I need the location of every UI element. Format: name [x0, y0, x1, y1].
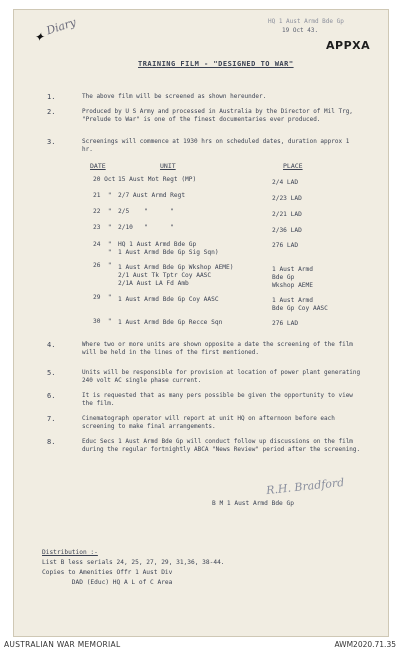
top-stamp-line-2: 19 Oct 43. [282, 27, 319, 34]
paragraph-text: Where two or more units are shown opposite a date the screening of the film will be held in the lines of the first mentioned. [82, 341, 353, 356]
paragraph-text: Educ Secs 1 Aust Armd Bde Gp will conduct follow up discussions on the film during the regular fortnightly ABCA "News Review" period after the screening. [82, 438, 361, 453]
distribution-line: DAD (Educ) HQ A L of C Area [42, 579, 173, 586]
schedule-place: 2/36 LAD [272, 227, 302, 234]
schedule-date: 29 " [93, 294, 112, 301]
paragraph-text: It is requested that as many pers possible be given the opportunity to view the film. [82, 392, 353, 407]
handwritten-signature: R.H. Bradford [265, 475, 345, 498]
footer-institution: AUSTRALIAN WAR MEMORIAL [4, 640, 121, 649]
paragraph-number: 4. [47, 341, 56, 349]
archive-footer [0, 637, 400, 653]
paragraph-text: Units will be responsible for provision at location of power plant generating 240 volt AC single phase current. [82, 369, 361, 384]
paragraph-text: Screenings will commence at 1930 hrs on scheduled dates, duration approx 1 hr. [82, 138, 350, 153]
paragraph-text: The above film will be screened as shown hereunder. [82, 93, 267, 100]
paragraph-number: 7. [47, 415, 56, 423]
schedule-unit: 1 Aust Armd Bde Gp Wkshop AEME) 2/1 Aust Tk Tptr Coy AASC 2/1A Aust LA Fd Amb [118, 264, 234, 287]
schedule-place: 1 Aust Armd Bde Gp Coy AASC [272, 297, 328, 312]
paragraph-number: 1. [47, 93, 56, 101]
schedule-unit: 2/7 Aust Armd Regt [118, 192, 186, 199]
schedule-unit: 1 Aust Armd Bde Gp Recce Sqn [118, 319, 223, 326]
top-stamp-line-1: HQ 1 Aust Armd Bde Gp [268, 18, 344, 25]
paragraph-number: 3. [47, 138, 56, 146]
paragraph-text: Produced by U S Army and processed in Australia by the Director of Mil Trg, "Prelude to War" is one of the finest documentaries ever produced. [82, 108, 353, 123]
distribution-line: List B less serials 24, 25, 27, 29, 31,36, 38-44. [42, 559, 225, 566]
distribution-line: Copies to Amenities Offr 1 Aust Div [42, 569, 173, 576]
paragraph-number: 6. [47, 392, 56, 400]
schedule-unit: 1 Aust Armd Bde Gp Coy AASC [118, 296, 219, 303]
paragraph-number: 5. [47, 369, 56, 377]
schedule-date: 20 Oct [93, 176, 116, 183]
schedule-date: 23 " [93, 224, 112, 231]
schedule-place: 2/23 LAD [272, 195, 302, 202]
schedule-unit: 2/5 " " [118, 208, 174, 215]
footer-accession-number: AWM2020.71.35 [334, 640, 396, 649]
paragraph-number: 2. [47, 108, 56, 116]
schedule-header-place: PLACE [283, 162, 303, 170]
distribution-heading: Distribution :- [42, 549, 98, 556]
schedule-date: 26 " [93, 262, 112, 269]
schedule-date: 22 " [93, 208, 112, 215]
schedule-unit: 2/10 " " [118, 224, 174, 231]
diary-annotation: Diary [44, 15, 78, 38]
margin-marker-icon: ✦ [34, 30, 45, 44]
appendix-label: APPXA [326, 39, 371, 52]
schedule-place: 276 LAD [272, 242, 299, 249]
paragraph-number: 8. [47, 438, 56, 446]
schedule-unit: 15 Aust Mot Regt (MP) [118, 176, 197, 183]
document-title: TRAINING FILM - "DESIGNED TO WAR" [138, 60, 294, 68]
schedule-header-unit: UNIT [160, 162, 176, 170]
schedule-date: 24 " " [93, 241, 112, 256]
signature-block: B M 1 Aust Armd Bde Gp [212, 500, 294, 507]
paragraph-text: Cinematograph operator will report at unit HQ on afternoon before each screening to make final arrangements. [82, 415, 335, 430]
schedule-place: 2/21 LAD [272, 211, 302, 218]
schedule-place: 1 Aust Armd Bde Gp Wkshop AEME [272, 266, 313, 289]
schedule-unit: HQ 1 Aust Armd Bde Gp 1 Aust Armd Bde Gp Sig Sqn) [118, 241, 219, 256]
schedule-date: 30 " [93, 318, 112, 325]
schedule-header-date: DATE [90, 162, 106, 170]
schedule-place: 2/4 LAD [272, 179, 299, 186]
schedule-place: 276 LAD [272, 320, 299, 327]
schedule-date: 21 " [93, 192, 112, 199]
